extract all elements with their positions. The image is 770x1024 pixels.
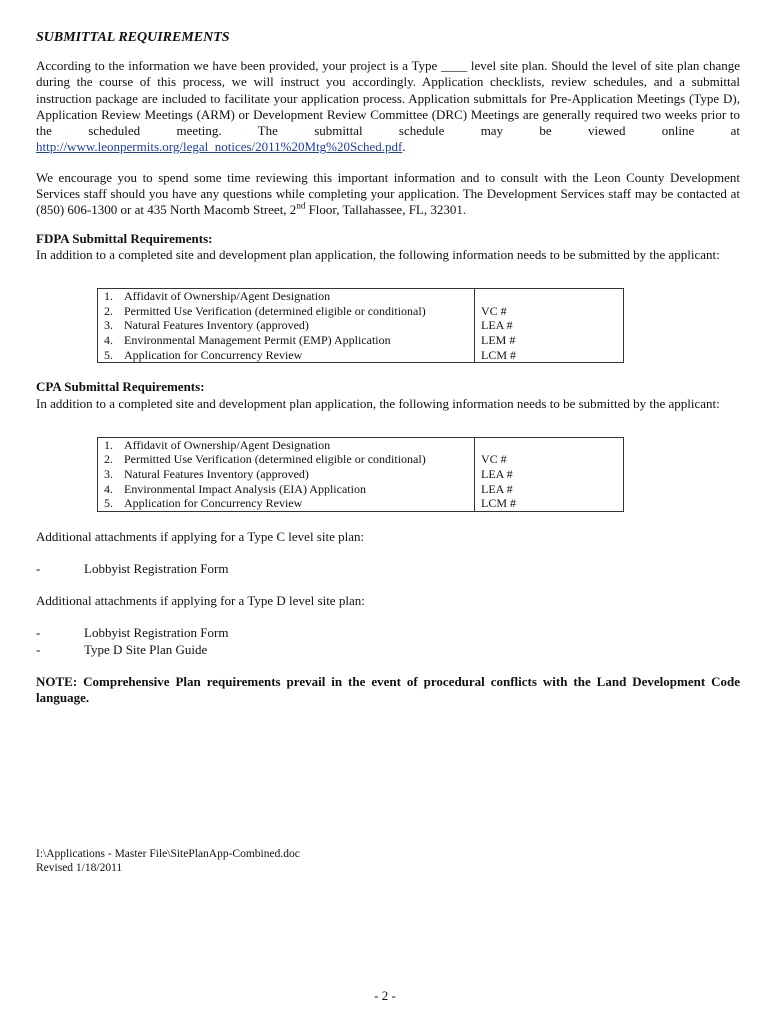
type-c-intro: Additional attachments if applying for a Type C level site plan:: [36, 528, 365, 544]
page-number: - 2 -: [374, 988, 396, 1003]
fdpa-requirements-table: [97, 288, 624, 363]
item-code: VC #: [481, 452, 507, 467]
item-number: 1.: [104, 437, 113, 452]
table-row: [104, 467, 468, 482]
table-row: [104, 438, 468, 453]
item-label: Natural Features Inventory (approved): [124, 467, 309, 482]
table-row: [104, 289, 468, 304]
item-label: Permitted Use Verification (determined eligible or conditional): [124, 303, 426, 318]
item-code: LEA #: [481, 481, 513, 496]
fdpa-items-cell: [98, 289, 475, 363]
item-code: VC #: [481, 303, 507, 318]
item-number: 4.: [104, 481, 113, 496]
list-item: - Lobbyist Registration Form: [36, 561, 229, 577]
footer: [36, 847, 300, 875]
cpa-intro: In addition to a completed site and development plan application, the following information needs to be submitted by the applicant:: [36, 395, 720, 411]
item-code: [481, 289, 617, 304]
item-number: 2.: [104, 452, 113, 467]
table-row: [104, 333, 468, 348]
table-row: [104, 482, 468, 497]
item-code: [481, 438, 617, 453]
item-code: LCM #: [481, 496, 517, 511]
item-label: Application for Concurrency Review: [124, 496, 303, 511]
item-number: 5.: [104, 496, 113, 511]
item-number: 1.: [104, 289, 113, 304]
contact-paragraph: We encourage you to spend some time reviewing this important information and to consult with the Leon County Development Services staff should you have any questions while completing your application. The Development Services staff may be contacted at (850) 606-1300 or at 435 North Macomb Street, 2nd Floor, Tallahassee, FL, 32301.: [36, 169, 740, 218]
cpa-items-cell: [98, 437, 475, 511]
item-label: Natural Features Inventory (approved): [124, 318, 309, 333]
item-code: LEA #: [481, 467, 513, 482]
type-c-list: [36, 561, 740, 577]
item-number: 5.: [104, 347, 113, 362]
note-text: NOTE: Comprehensive Plan requirements prevail in the event of procedural conflicts with the Land Development Code language.: [36, 673, 740, 706]
type-d-intro: Additional attachments if applying for a Type D level site plan:: [36, 593, 365, 609]
cpa-requirements-table: [97, 437, 624, 512]
revised-date: Revised 1/18/2011: [36, 862, 123, 874]
list-item: - Lobbyist Registration Form: [36, 625, 229, 641]
table-row: [104, 348, 468, 363]
item-label: Environmental Management Permit (EMP) Application: [124, 333, 391, 348]
item-label: Application for Concurrency Review: [124, 347, 303, 362]
table-row: [104, 452, 468, 467]
fdpa-title: FDPA Submittal Requirements:: [36, 230, 213, 246]
item-code: LEA #: [481, 318, 513, 333]
intro-text: According to the information we have been provided, your project is a Type ____ level site plan. Should the level of site plan change during the course of this process, we will instruct you accordingly. Application checklists, review schedules, and a submittal instruction package are included to facilitate your application process. Application submittals for Pre-Application Meetings (Type D), Application Review Meetings (ARM) or Development Review Committee (DRC) Meetings are generally required two weeks prior to the scheduled meeting. The submittal schedule may be viewed online at: [36, 58, 740, 139]
item-label: Affidavit of Ownership/Agent Designation: [124, 289, 331, 304]
fdpa-codes-cell: [475, 289, 624, 363]
list-item: - Type D Site Plan Guide: [36, 641, 208, 657]
cpa-codes-cell: [475, 437, 624, 511]
cpa-title: CPA Submittal Requirements:: [36, 379, 205, 395]
item-label: Affidavit of Ownership/Agent Designation: [124, 437, 331, 452]
item-label: Environmental Impact Analysis (EIA) Application: [124, 481, 366, 496]
item-code: LCM #: [481, 347, 517, 362]
intro-paragraph: According to the information we have been provided, your project is a Type ____ level site plan. Should the level of site plan change during the course of this process, we will instruct you accordingly. Application checklists, review schedules, and a submittal instruction package are included to facilitate your application process. Application submittals for Pre-Application Meetings (Type D), Application Review Meetings (ARM) or Development Review Committee (DRC) Meetings are generally required two weeks prior to the scheduled meeting. The submittal schedule may be viewed online at http://www.leonpermits.org/legal_notices/2011%20Mtg%20Sched.pdf.: [36, 58, 740, 155]
type-d-list: [36, 625, 740, 658]
item-label: Permitted Use Verification (determined eligible or conditional): [124, 452, 426, 467]
file-path: I:\Applications - Master File\SitePlanApp-Combined.doc: [36, 848, 300, 860]
page-heading: SUBMITTAL REQUIREMENTS: [36, 30, 230, 45]
table-row: [104, 304, 468, 319]
item-number: 4.: [104, 333, 113, 348]
document-page: [36, 30, 740, 707]
item-number: 3.: [104, 318, 113, 333]
item-number: 2.: [104, 303, 113, 318]
table-row: [104, 496, 468, 511]
fdpa-intro: In addition to a completed site and development plan application, the following information needs to be submitted by the applicant:: [36, 246, 720, 262]
schedule-link[interactable]: http://www.leonpermits.org/legal_notices/2011%20Mtg%20Sched.pdf: [36, 139, 403, 155]
item-number: 3.: [104, 467, 113, 482]
table-row: [104, 318, 468, 333]
item-code: LEM #: [481, 333, 516, 348]
